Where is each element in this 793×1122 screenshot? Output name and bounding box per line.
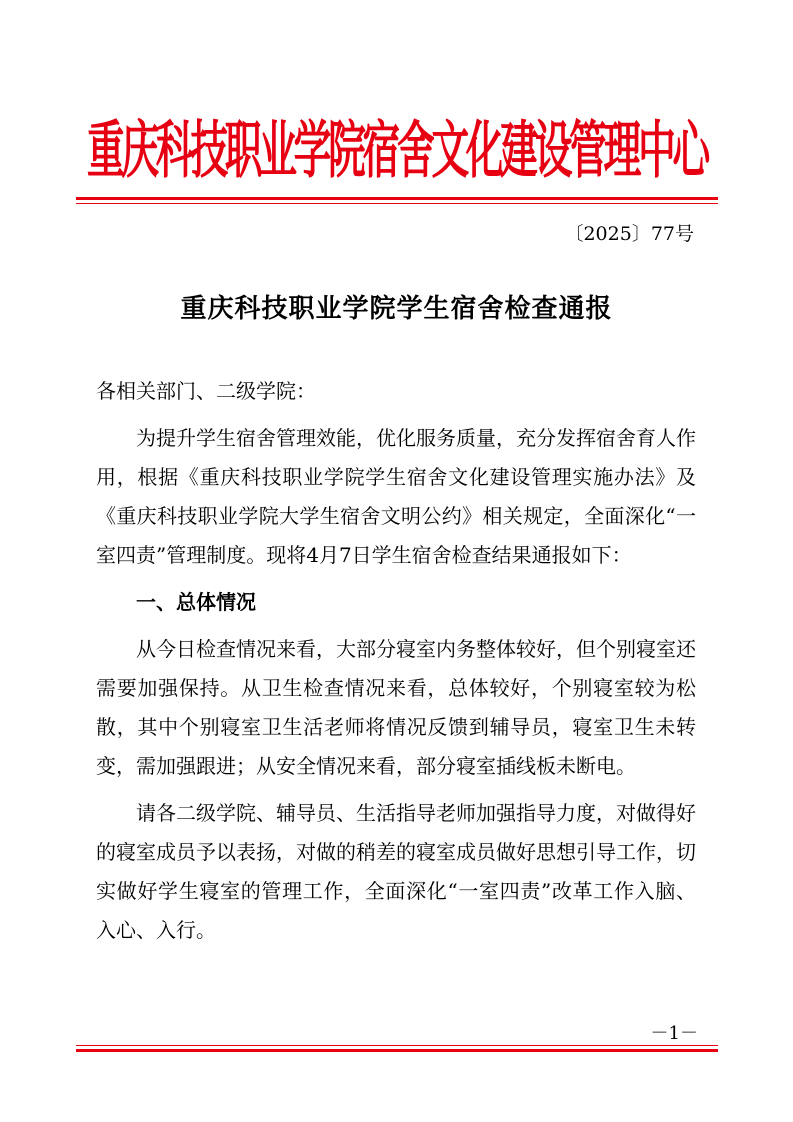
masthead-rule-thick — [76, 197, 718, 200]
footer-rule-thick — [76, 1049, 718, 1052]
section-heading-overall: 一、总体情况 — [136, 590, 256, 614]
masthead-text: 重庆科技职业学院宿舍文化建设管理中心 — [86, 113, 707, 187]
footer-rule-thin — [76, 1045, 718, 1046]
page-number: －1－ — [650, 1023, 698, 1044]
document-body — [96, 372, 696, 950]
document-title: 重庆科技职业学院学生宿舍检查通报 — [180, 294, 613, 324]
intro-paragraph: 为提升学生宿舍管理效能，优化服务质量，充分发挥宿舍育人作用，根据《重庆科技职业学院学生宿舍文化建设管理实施办法》及《重庆科技职业学院大学生宿舍文明公约》相关规定，全面深化“一室四责”管理制度。现将4月7日学生宿舍检查结果通报如下： — [96, 426, 696, 567]
masthead-rule-thin — [76, 203, 718, 204]
masthead-org-name — [0, 100, 793, 200]
document-number: 〔2025〕77号 — [564, 223, 694, 245]
salutation: 各相关部门、二级学院： — [96, 379, 316, 403]
closing-paragraph: 请各二级学院、辅导员、生活指导老师加强指导力度，对做得好的寝室成员予以表扬，对做的稍差的寝室成员做好思想引导工作，切实做好学生寝室的管理工作，全面深化“一室四责”改革工作入脑、入心、入行。 — [96, 801, 696, 942]
section-body-overall: 从今日检查情况来看，大部分寝室内务整体较好，但个别寝室还需要加强保持。从卫生检查情况来看，总体较好，个别寝室较为松散，其中个别寝室卫生活老师将情况反馈到辅导员，寝室卫生未转变，需加强跟进；从安全情况来看，部分寝室插线板未断电。 — [96, 637, 696, 778]
